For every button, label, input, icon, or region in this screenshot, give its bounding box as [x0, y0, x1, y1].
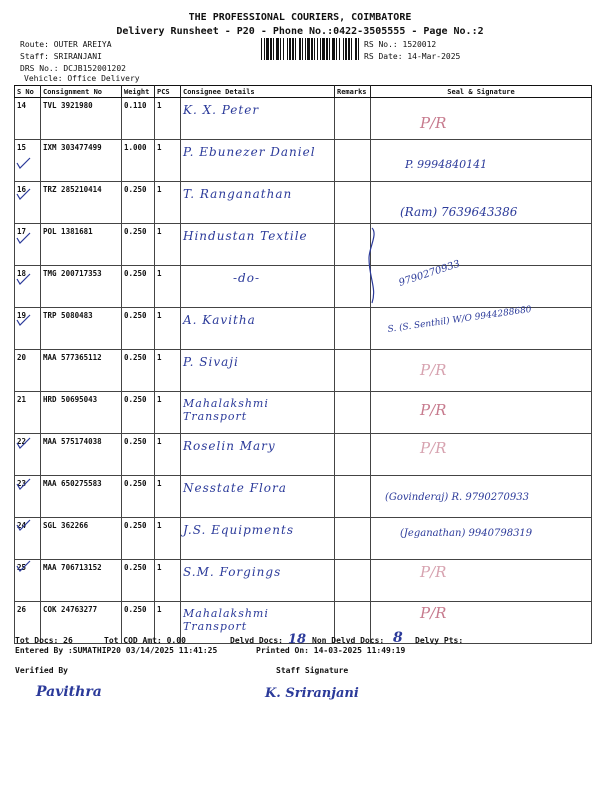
cell-sno: 20 — [15, 350, 41, 392]
cell-consignment: SGL 362266 — [41, 518, 122, 560]
cell-weight: 0.250 — [122, 518, 155, 560]
checkmark-icon — [17, 233, 30, 243]
cell-sno: 23 — [15, 476, 41, 518]
cell-sno: 15 — [15, 140, 41, 182]
signature-texts — [385, 114, 533, 622]
signature-text: P/R — [420, 361, 447, 379]
col-header-remarks: Remarks — [335, 86, 371, 98]
col-header-pcs: PCS — [155, 86, 181, 98]
non-delivered-docs-label: Non Delvd Docs: — [312, 636, 385, 645]
cell-weight: 0.250 — [122, 602, 155, 644]
cell-consignment: TVL 3921980 — [41, 98, 122, 140]
company-title: THE PROFESSIONAL COURIERS, COIMBATORE — [188, 12, 412, 23]
checkmark-icon — [17, 438, 30, 448]
cell-consignment: TMG 200717353 — [41, 266, 122, 308]
drs-number: DRS No.: DCJB152001202 — [20, 64, 126, 73]
cell-sno: 22 — [15, 434, 41, 476]
checkmark-icon — [17, 158, 30, 168]
cell-consignment: TRZ 285210414 — [41, 182, 122, 224]
cell-weight: 0.250 — [122, 224, 155, 266]
cell-weight: 0.250 — [122, 266, 155, 308]
delivery-points-label: Delvy Pts: — [415, 636, 464, 645]
consignee-name: J.S. Equipments — [183, 523, 294, 537]
col-header-sno: S No — [15, 86, 41, 98]
cell-weight: 0.250 — [122, 560, 155, 602]
cell-consignment: COK 24763277 — [41, 602, 122, 644]
cell-pcs: 1 — [155, 308, 181, 350]
cell-weight: 0.110 — [122, 98, 155, 140]
delivered-docs-value: 18 — [288, 632, 307, 647]
cell-sno: 25 — [15, 560, 41, 602]
runsheet-subtitle: Delivery Runsheet - P20 - Phone No.:0422-3505555 - Page No.:2 — [116, 26, 484, 37]
cell-sno: 24 — [15, 518, 41, 560]
cell-pcs: 1 — [155, 350, 181, 392]
verified-by-label: Verified By — [15, 666, 68, 675]
col-header-consignment: Consignment No — [41, 86, 122, 98]
consignee-name: Nesstate Flora — [183, 481, 287, 495]
signature-text: S. (S. Senthil) W/O 9944288680 — [387, 304, 533, 335]
cell-weight: 0.250 — [122, 392, 155, 434]
cell-pcs: 1 — [155, 266, 181, 308]
cell-consignment: IXM 303477499 — [41, 140, 122, 182]
consignee-name: Mahalakshmi Transport — [183, 607, 269, 633]
total-cod-amount: Tot COD Amt: 0.00 — [104, 636, 186, 645]
total-docs: Tot Docs: 26 — [15, 636, 73, 645]
cell-pcs: 1 — [155, 182, 181, 224]
printed-on: Printed On: 14-03-2025 11:49:19 — [256, 646, 406, 655]
cell-weight: 0.250 — [122, 476, 155, 518]
cell-weight: 1.000 — [122, 140, 155, 182]
cell-sno: 17 — [15, 224, 41, 266]
consignee-name: Mahalakshmi Transport — [183, 397, 269, 423]
consignee-name: T. Ranganathan — [183, 187, 293, 201]
consignee-name: P. Ebunezer Daniel — [183, 145, 316, 159]
cell-pcs: 1 — [155, 518, 181, 560]
cell-sno: 21 — [15, 392, 41, 434]
col-header-consignee: Consignee Details — [181, 86, 335, 98]
consignee-name: Hindustan Textile — [183, 229, 308, 243]
cell-consignment: MAA 706713152 — [41, 560, 122, 602]
cell-pcs: 1 — [155, 224, 181, 266]
cell-consignment: POL 1381681 — [41, 224, 122, 266]
checkmark-icon — [17, 520, 30, 530]
signature-text: P/R — [420, 439, 447, 457]
cell-sno: 16 — [15, 182, 41, 224]
route-label: Route: OUTER AREIYA — [20, 40, 112, 49]
cell-pcs: 1 — [155, 434, 181, 476]
staff-signature-label: Staff Signature — [276, 666, 349, 675]
cell-pcs: 1 — [155, 140, 181, 182]
verifier-signature: Pavithra — [36, 684, 102, 700]
delivered-checkmarks — [17, 158, 374, 571]
cell-weight: 0.250 — [122, 182, 155, 224]
checkmark-icon — [17, 315, 30, 325]
signature-text: P/R — [420, 401, 447, 419]
cell-pcs: 1 — [155, 602, 181, 644]
cell-sno: 14 — [15, 98, 41, 140]
signature-text: (Ram) 7639643386 — [400, 205, 518, 219]
signature-text: P. 9994840141 — [405, 158, 488, 171]
staff-handwritten-signature: K. Sriranjani — [265, 686, 359, 701]
cell-sno: 18 — [15, 266, 41, 308]
cell-weight: 0.250 — [122, 308, 155, 350]
col-header-signature: Seal & Signature — [371, 86, 592, 98]
consignee-name: P. Sivaji — [183, 355, 239, 369]
signature-text: 9790270933 — [397, 258, 462, 289]
signature-text: (Jeganathan) 9940798319 — [400, 528, 533, 539]
cell-pcs: 1 — [155, 98, 181, 140]
cell-sno: 19 — [15, 308, 41, 350]
cell-pcs: 1 — [155, 392, 181, 434]
consignee-name: S.M. Forgings — [183, 565, 282, 579]
col-header-weight: Weight — [122, 86, 155, 98]
consignee-name: A. Kavitha — [183, 313, 256, 327]
cell-consignment: MAA 575174038 — [41, 434, 122, 476]
cell-consignment: MAA 577365112 — [41, 350, 122, 392]
cell-consignment: HRD 50695043 — [41, 392, 122, 434]
non-delivered-docs-value: 8 — [393, 630, 403, 646]
rs-number: RS No.: 1520012 — [364, 40, 437, 49]
cell-sno: 26 — [15, 602, 41, 644]
vehicle-label: Vehicle: Office Delivery — [24, 74, 140, 83]
rs-date: RS Date: 14-Mar-2025 — [364, 52, 461, 61]
checkmark-icon — [17, 479, 30, 489]
checkmark-icon — [17, 561, 30, 571]
cell-pcs: 1 — [155, 560, 181, 602]
entered-by: Entered By :SUMATHIP20 03/14/2025 11:41:25 — [15, 646, 218, 655]
checkmark-icon — [17, 274, 30, 284]
cell-weight: 0.250 — [122, 434, 155, 476]
signature-text: P/R — [420, 114, 447, 132]
signature-text: P/R — [420, 563, 447, 581]
cell-consignment: MAA 650275583 — [41, 476, 122, 518]
checkmark-icon — [17, 189, 30, 199]
consignee-name: Roselin Mary — [183, 439, 276, 453]
staff-label: Staff: SRIRANJANI — [20, 52, 102, 61]
signature-text: P/R — [420, 604, 447, 622]
cell-weight: 0.250 — [122, 350, 155, 392]
consignee-name: -do- — [233, 271, 261, 285]
cell-pcs: 1 — [155, 476, 181, 518]
signature-text: (Govinderaj) R. 9790270933 — [385, 492, 529, 503]
consignee-name: K. X. Peter — [183, 103, 260, 117]
delivered-docs-label: Delvd Docs: — [230, 636, 283, 645]
cell-consignment: TRP 5080483 — [41, 308, 122, 350]
brace-icon — [369, 228, 374, 303]
